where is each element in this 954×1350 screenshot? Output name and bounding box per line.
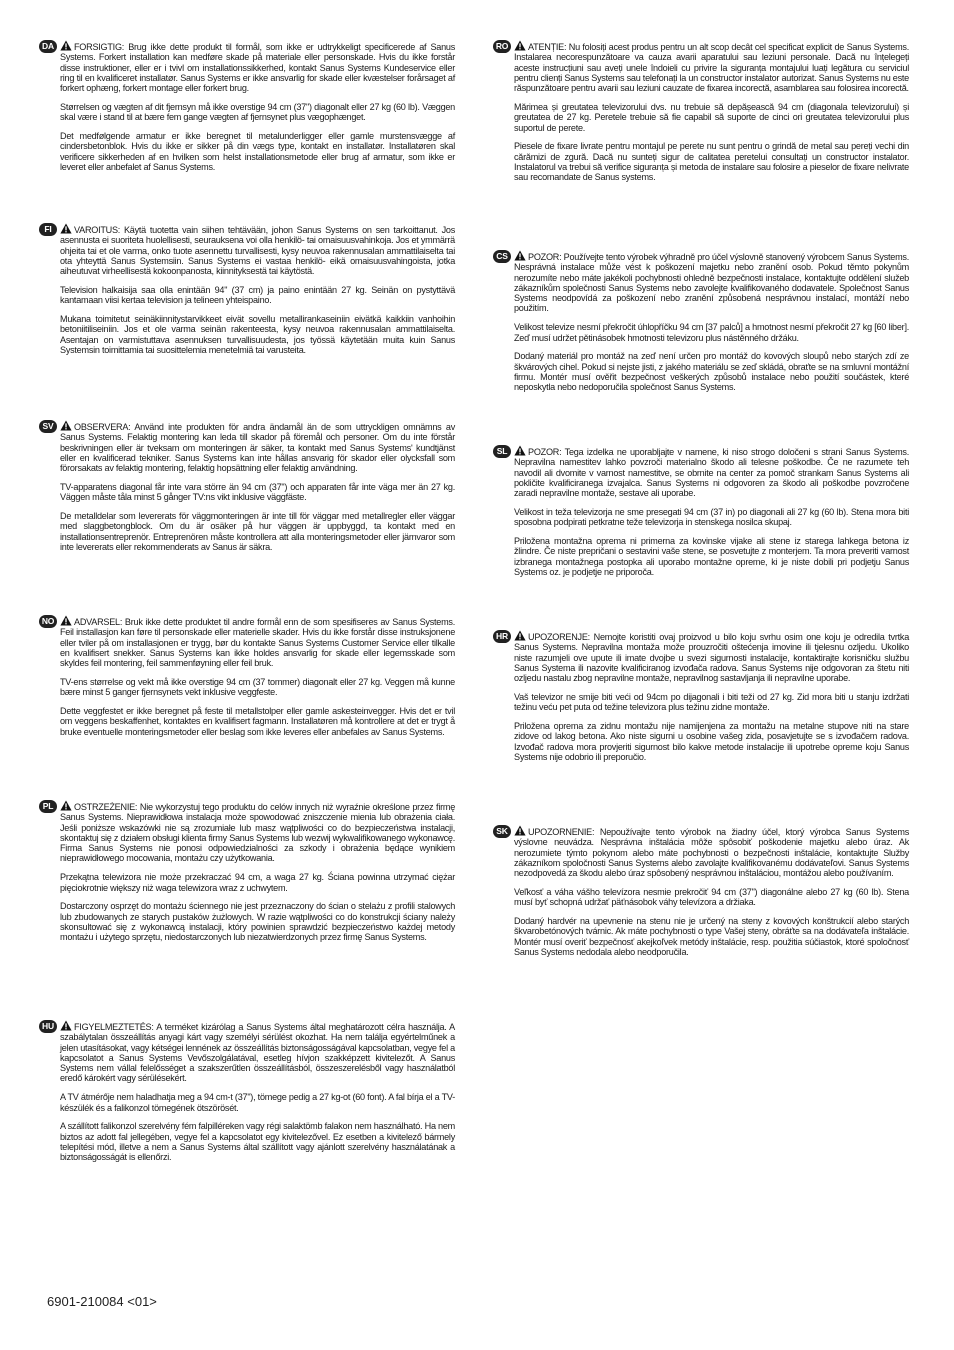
paragraph-text: Størrelsen og vægten af dit fjernsyn må ikke overstige 94 cm (37") diagonalt eller 27 kg (60 lb). Væggen skal være i stand til at bære fem gange vægten af fjernsynet plus vægophænget. (60, 101, 455, 123)
warning-triangle-icon (60, 223, 72, 234)
paragraph-text: Velikost in teža televizorja ne sme presegati 94 cm (37 in) po diagonali ali 27 kg (60 lb). Stena mora biti sposobna podpirati petkratne teže televizorja in stenskega nosilca skupaj. (514, 506, 909, 528)
warning-paragraph (514, 40, 909, 93)
language-badge: HU (39, 1020, 57, 1033)
warning-paragraph (60, 40, 455, 93)
paragraph-text: Velikost televize nesmí překročit úhlopříčku 94 cm [37 palců] a hmotnost nesmí překročit 27 kg [60 liber]. Zeď musí udržet pětinásobek hmotnosti televizoru plus nástěnného držáku. (514, 322, 909, 343)
language-badge: RO (493, 40, 511, 53)
paragraph-text: Vaš televizor ne smije biti veći od 94cm po dijagonali i biti teži od 27 kg. Zid mora biti u stanju izdržati težinu veću pet puta od težine televizora plus težinu zidne montaže. (514, 691, 909, 713)
warning-section-hr (496, 630, 909, 771)
warning-section-pl (42, 800, 455, 951)
warning-paragraph (60, 800, 455, 864)
warning-paragraph (60, 420, 455, 473)
paragraph-text: Przekątna telewizora nie może przekraczać 94 cm, a waga 27 kg. Ściana powinna utrzymać ciężar pięciokrotnie większy niż waga telewizora wraz z uchwytem. (60, 872, 455, 893)
warning-triangle-icon (514, 630, 526, 641)
info-paragraph (60, 1121, 455, 1162)
warning-triangle-icon (514, 250, 526, 261)
info-paragraph (60, 131, 455, 172)
paragraph-text: Det medfølgende armatur er ikke beregnet til metalunderligger eller gamle murstensvægge af cindersbetonblok. Hvis du ikke er sikker på din vægs type, kontakt en installatør. Installatøren skal verificere sikkerheden af en hvilken som helst installationsmetode eller brug af armatur, som ikke er leveret eller anbefalet af Sanus Systems. (60, 131, 455, 172)
paragraph-text: OSTRZEŻENIE: Nie wykorzystuj tego produktu do celów innych niż wyraźnie określone przez firmę Sanus Systems. Nieprawidłowa instalacja może spowodować zniszczenie mienia lub obrażenia ciała. Jeśli poniższe wskazówki nie są zrozumiałe lub masz wątpliwości co do bezpieczeństwa instalacji, skontaktuj się z działem obsługi klienta firmy Sanus Systems lub wezwij wykwalifikowanego wykonawcę. Firma Sanus Systems nie ponosi odpowiedzialności za szkody i obrażenia będące wynikiem nieprawidłowego mocowania, montażu czy użytkowania. (60, 802, 455, 864)
info-paragraph (60, 706, 455, 737)
warning-section-sl (496, 445, 909, 586)
language-badge: FI (39, 223, 57, 236)
paragraph-text: Dostarczony osprzęt do montażu ściennego nie jest przeznaczony do ścian o stelażu z profili stalowych lub zbudowanych ze starych pustaków żużlowych. W razie wątpliwości co do konstrukcji ściany należy skonsultować się z wykonawcą instalacji, który powinien sprawdzić bezpieczeństwo każdej metody montażu i użytego sprzętu, niedostarczonych lub niezatwierdzonych przez firmę Sanus Systems. (60, 901, 455, 943)
info-paragraph (514, 102, 909, 133)
paragraph-text: TV-ens størrelse og vekt må ikke overstige 94 cm (37 tommer) diagonalt eller 27 kg. Veggen må kunne bære minst 5 ganger fjernsynets vekt inklusive veggfeste. (60, 676, 455, 698)
info-paragraph (514, 141, 909, 182)
language-badge: NO (39, 615, 57, 628)
warning-paragraph (60, 223, 455, 276)
warning-paragraph (514, 630, 909, 683)
language-badge: DA (39, 40, 57, 53)
info-paragraph (514, 692, 909, 713)
paragraph-text: A szállított falikonzol szerelvény fém falpilléreken vagy régi salaktömb falakon nem használható. Ha nem biztos az adott fal jellegében, vegye fel a kapcsolatot egy kivitelezővel. Ez esetben a kivitelező bármely telepítési mód, illetve a nem a Sanus Systems által szállított vagy ajánlott szerelvény használatának a biztonságosságát is ellenőrzi. (60, 1121, 455, 1163)
language-badge: CS (493, 250, 511, 263)
paragraph-text: POZOR: Tega izdelka ne uporabljajte v namene, ki niso strogo določeni s strani Sanus Systems. Nepravilna namestitev lahko povzroči materialno škodo ali telesne poškodbe. Če ne razumete teh navodil ali dvomite v varnost namestitve, se obrnite na center za pomoč strankam Sanus Systems ali pokličite kvalificiranega izvajalca. Sanus Systems ni odgovoren za škodo ali poškodbe povzročene zaradi nepravilne montaže, sestave ali uporabe. (514, 447, 909, 499)
warning-section-sv (42, 420, 455, 561)
warning-triangle-icon (514, 40, 526, 51)
paragraph-text: Piesele de fixare livrate pentru montajul pe perete nu sunt pentru o grindă de metal sau pereți vechi din cărămizi de zgură. Dacă nu sunteți sigur de calitatea peretelui consultați un constructor instalator. Instalatorul va trebui să verifice siguranța și metoda de instalare sau folosire a pieselor de fixare nelivrate sau recomandate de Sanus systems. (514, 141, 909, 183)
warning-triangle-icon (60, 420, 72, 431)
warning-triangle-icon (60, 800, 72, 811)
warning-section-no (41, 615, 455, 745)
info-paragraph (60, 872, 455, 893)
language-badge: SL (493, 445, 511, 458)
paragraph-text: POZOR: Používejte tento výrobek výhradně pro účel výslovně stanovený výrobcem Sanus Systems. Nesprávná instalace může vést k poškození majetku nebo zranění osob. Pokud těmto pokynům nerozumíte nebo máte jakékoli pochybnosti ohledně bezpečnosti instalace, kontaktujte oddělení služeb zákazníkům společnosti Sanus Systems nebo zavolejte kvalifikovaného dodavatele. Společnost Sanus Systems neodpovídá za poškození nebo zranění způsobená nesprávnou instalací, montáží nebo použitím. (514, 252, 909, 314)
paragraph-text: TV-apparatens diagonal får inte vara större än 94 cm (37") och apparaten får inte väga mer än 27 kg. Väggen måste tåla minst 5 gånger TV:ns vikt inklusive väggfäste. (60, 481, 455, 503)
paragraph-text: UPOZORNENIE: Nepoužívajte tento výrobok na žiadny účel, ktorý výrobca Sanus Systems výslovne neuvádza. Nesprávna inštalácia môže spôsobiť poškodenie majetku alebo úraz. Ak nerozumiete týmto pokynom alebo máte pochybnosti o bezpečnosti inštalácie, kontaktujte Služby zákazníkom spoločnosti Sanus Systems alebo zavolajte kvalifikovanému dodávateľovi. Sanus Systems nezodpovedá za škodu alebo úraz spôsobený nesprávnou inštaláciou, montážou alebo používaním. (514, 827, 909, 879)
warning-section-fi (44, 223, 455, 364)
info-paragraph (514, 322, 909, 343)
paragraph-text: UPOZORENJE: Nemojte koristiti ovaj proizvod u bilo koju svrhu osim one koju je odredila tvrtka Sanus Systems. Nepravilna montaža može prouzročiti oštećenja imovine ili tjelesnu ozljedu. Ukoliko niste razumjeli ove upute ili imate dvojbe u svezi sigurnosti instalacije, kontaktirajte korisničku službu Sanus Systema ili nazovite kvalificiranog izvođača radova. Sanus Systems nije odgovoran za štetu niti ozljedu nastalu zbog nepravilne montaže, nepravilnog sastavljanja ili nepravilne uporabe. (514, 632, 909, 684)
paragraph-text: FIGYELMEZTETÉS: A terméket kizárólag a Sanus Systems által meghatározott célra használja. A szabálytalan összeállítás anyagi kárt vagy személyi sérülést okozhat. Ha nem találja egyértelműnek a jelen utasításokat, vagy kétségei lennének az összeállítás biztonságosságával kapcsolatban, vegye fel a kapcsolatot a Sanus Systems Vevőszolgálatával, esetleg hívjon szakképzett kivitelezőt. A Sanus Systems nem vállal felelősséget a szakszerűtlen összeállításból, összeszerelésből vagy használatból eredő károkért vagy sérülésekért. (60, 1022, 455, 1084)
paragraph-text: Dodaný materiál pro montáž na zeď není určen pro montáž do kovových sloupů nebo starých zdí ze škvárových cihel. Pokud si nejste jisti, z jakého materiálu se zeď skládá, obraťte se na smluvní montážní firmu. Montér musí ověřit bezpečnost veškerých způsobů instalace nebo použití součástek, které neposkytla nebo nedoporučila společnost Sanus Systems. (514, 351, 909, 393)
language-badge: SK (493, 825, 511, 838)
paragraph-text: De metalldelar som levererats för väggmonteringen är inte till för väggar med metallregler eller väggar med slaggbetongblock. Om du är osäker på hur väggen är uppbyggd, ta kontakt med en installationsentreprenör. Entreprenören måste kontrollera att alla monteringsmetoder eller järnvaror som inte levererats eller rekommenderats av Sanus är säkra. (60, 511, 455, 552)
language-badge: PL (39, 800, 57, 813)
paragraph-text: A TV átmérője nem haladhatja meg a 94 cm-t (37"), tömege pedig a 27 kg-ot (60 font). A fal bírja el a TV-készülék és a falikonzol tömegének ötszörösét. (60, 1092, 455, 1113)
info-paragraph (60, 102, 455, 123)
warning-triangle-icon (60, 1020, 72, 1031)
paragraph-text: VAROITUS: Käytä tuotetta vain siihen tehtävään, johon Sanus Systems on sen tarkoittanut. Jos asennusta ei suoriteta huolellisesti, seurauksena voi olla henkilö- tai omaisuusvahinkoja. Jos et ymmärrä ohjeita tai et ole varma, onko tuote asennettu turvallisesti, kysy neuvoa rakennusalan ammattilaiselta tai ota yhteyttä Sanus Systemsiin. Sanus Systems ei vastaa henkilö- eikä omaisuusvahingoista, jotka aiheutuvat virheellisestä kokoonpanosta, kiinnityksestä tai käytöstä. (60, 225, 455, 277)
warning-section-da (42, 40, 455, 181)
warning-triangle-icon (514, 445, 526, 456)
warning-section-sk (496, 825, 909, 966)
warning-paragraph (60, 615, 455, 668)
paragraph-text: Dette veggfestet er ikke beregnet på feste til metallstolper eller gamle askesteinvegger. Hvis det er tvil om veggens beskaffenhet, kontaktes en kvalifisert fagmann. Installatøren må kontrollere at det er trygt å bruke eventuelle monteringsmetoder eller beslag som ikke leveres eller anbefales av Sanus Systems. (60, 706, 455, 737)
paragraph-text: FORSIGTIG: Brug ikke dette produkt til formål, som ikke er udtrykkeligt specificerede af Sanus Systems. Forkert installation kan medføre skade på materiale eller personskade. Hvis du ikke forstår disse instruktioner, eller er i tvivl om installationssikkerhed, kontakt Sanus Systems Kundeservice eller ring til en kvalificeret installatør. Sanus Systems er ikke ansvarlig for skade eller kvæstelser forårsaget af forkert ophæng, forkert montage eller forkert brug. (60, 42, 455, 94)
info-paragraph (514, 721, 909, 762)
paragraph-text: Priložena oprema za zidnu montažu nije namijenjena za montažu na metalne stupove niti na stare zidove od lakog betona. Ako niste sigurni u osobine vašeg zida, posavjetujte se s izvođačem radova. Izvođač radova mora provjeriti sigurnost bilo kakve metode instalacije ili upotrebe opreme koju Sanus Systems nije odobrio ili preporučio. (514, 721, 909, 762)
paragraph-text: Television halkaisija saa olla enintään 94" (37 cm) ja paino enintään 27 kg. Seinän on pystyttävä kantamaan viisi kertaa television ja telineen yhteispaino. (60, 284, 455, 306)
info-paragraph (514, 916, 909, 957)
warning-triangle-icon (60, 40, 72, 51)
warning-triangle-icon (60, 615, 72, 626)
paragraph-text: Veľkosť a váha vášho televízora nesmie prekročiť 94 cm (37") diagonálne alebo 27 kg (60 lb). Stena musí byť schopná udržať päťnásobok váhy televízora a držiaka. (514, 886, 909, 908)
info-paragraph (514, 887, 909, 908)
info-paragraph (60, 482, 455, 503)
paragraph-text: OBSERVERA: Använd inte produkten för andra ändamål än de som uttryckligen omnämns av Sanus Systems. Felaktig montering kan leda till skador på föremål och personer. Om du inte förstår beskrivningen eller är tveksam om monteringen är säker, ta kontakt med Sanus Systems' kundtjänst eller en kvalificerad tekniker. Sanus Systems kan inte hållas ansvarig för skador eller olycksfall som förorsakats av felaktig montering, felaktig hopsättning eller felaktig användning. (60, 422, 455, 474)
info-paragraph (60, 901, 455, 942)
info-paragraph (514, 536, 909, 577)
info-paragraph (514, 507, 909, 528)
warning-section-ro (495, 40, 909, 191)
warning-paragraph (60, 1020, 455, 1084)
info-paragraph (60, 511, 455, 552)
info-paragraph (60, 677, 455, 698)
paragraph-text: Mărimea și greutatea televizorului dvs. nu trebuie să depășească 94 cm (diagonala televizorului) și greutatea de 27 kg. Peretele trebuie să fie capabil să suporte de cinci ori greutatea televizorului plus suportul de perete. (514, 101, 909, 133)
info-paragraph (60, 285, 455, 306)
language-badge: SV (39, 420, 57, 433)
paragraph-text: Mukana toimitetut seinäkiinnitystarvikkeet eivät sovellu metallirankaseiniin eivätkä kaikkiin vanhoihin betoniitiliseiniin. Jos et ole varma seinän rakenteesta, kysy neuvoa rakennusalan ammattilaiselta. Asentajan on varmistuttava asennuksen turvallisuudesta, jos työssä käytetään muita kuin Sanus Systemsin toimittamia tai suosittelemia menetelmiä tai varusteita. (60, 314, 455, 355)
info-paragraph (60, 1092, 455, 1113)
paragraph-text: ATENȚIE: Nu folosiți acest produs pentru un alt scop decât cel specificat explicit de Sanus Systems. Instalarea necorespunzătoare va cauza avarii aparatului sau leziuni personale. Dacă nu înțelegeți aceste instrucțiuni sau aveți unele îndoieli cu privire la siguranța montajului luați legătura cu serviciul pentru clienți Sanus Systems sau telefonați la un constructor instalator autorizat. Sanus Systems nu este răspunzătoare pentru avarii sau leziuni cauzate de fixarea incorectă, asamblarea sau folosirea incorectă. (514, 42, 909, 94)
warning-paragraph (514, 445, 909, 498)
language-badge: HR (493, 630, 511, 643)
info-paragraph (60, 314, 455, 355)
warning-section-hu (42, 1020, 455, 1171)
paragraph-text: ADVARSEL: Bruk ikke dette produktet til andre formål enn de som spesifiseres av Sanus Systems. Feil installasjon kan føre til personskade eller materielle skader. Hvis du ikke forstår disse instruksjonene eller tviler på om installasjonen er trygg, bør du kontakte Sanus Systems Customer Service eller tilkalle en kvalifisert snekker. Sanus Systems kan ikke holdes ansvarlig for skade eller legemsskade som skyldes feil montering, feil sammenføyning eller feil bruk. (60, 617, 455, 669)
paragraph-text: Dodaný hardvér na upevnenie na stenu nie je určený na steny z kovových konštrukcií alebo starých škvarobetónových tvárnic. Ak máte pochybnosti o type Vašej steny, obráťte sa na dodávateľa inštalácie. Montér musí overiť bezpečnosť akejkoľvek metódy inštalácie, resp. použitia súčiastok, ktoré spoločnosť Sanus Systems nedodala alebo neodporučila. (514, 916, 909, 957)
warning-paragraph (514, 250, 909, 314)
info-paragraph (514, 351, 909, 392)
warning-paragraph (514, 825, 909, 878)
paragraph-text: Priložena montažna oprema ni primerna za kovinske vijake ali stene iz starega lahkega betona iz žlindre. Če niste prepričani o sestavini vaše stene, se posvetujte z monterjem. Ta mora preveriti varnost izbranega montažnega postopka ali uporabo montažne opreme, ki je niste dobili pri podjetju Sanus Systems oz. je podjetje ne priporoča. (514, 536, 909, 577)
warning-triangle-icon (514, 825, 526, 836)
document-number: 6901-210084 <01> (47, 1294, 157, 1309)
warning-section-cs (496, 250, 909, 401)
